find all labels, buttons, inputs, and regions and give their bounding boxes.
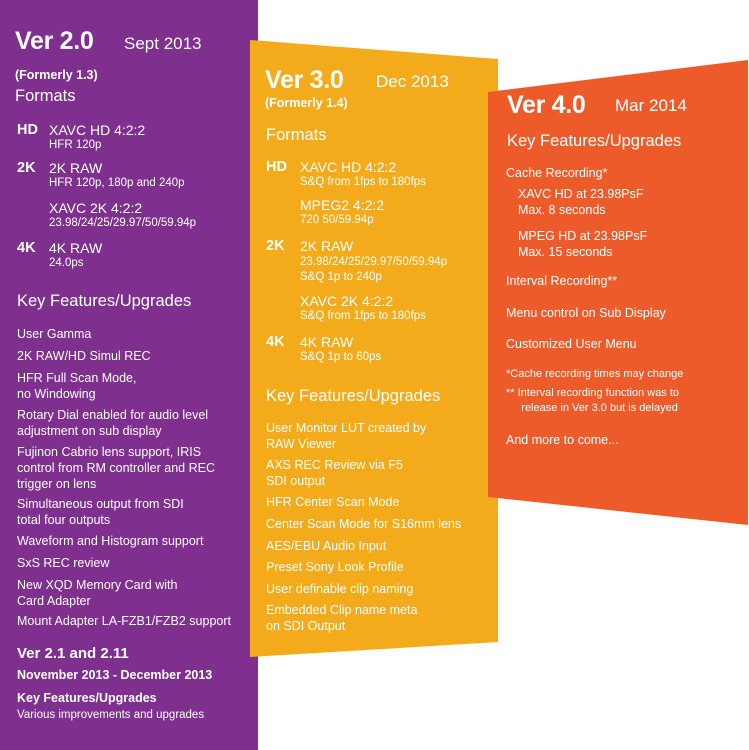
ver4-cache-xavc: XAVC HD at 23.98PsF Max. 8 seconds <box>518 187 644 217</box>
ver4-cache-mpeg: MPEG HD at 23.98PsF Max. 15 seconds <box>518 229 648 259</box>
ver4-note-cache: *Cache recording times may change <box>506 368 684 380</box>
ver3-feature-item: User definable clip naming <box>266 582 414 596</box>
ver2-formats-heading: Formats <box>15 87 76 105</box>
ver4-title: Ver 4.0 <box>507 91 586 119</box>
ver2-feature-item: Fujinon Cabrio lens support, IRIS control from RM controller and REC trigger on lens <box>17 445 215 491</box>
ver2-feature-item: SxS REC review <box>17 556 110 570</box>
ver3-2k-raw-format: 2K RAW <box>300 238 354 254</box>
ver3-feature-item: User Monitor LUT created by RAW Viewer <box>266 421 427 451</box>
ver3-title: Ver 3.0 <box>265 66 344 94</box>
ver4-panel <box>487 0 749 750</box>
ver2-4k-detail: 24.0ps <box>49 257 84 269</box>
ver2-hd-label: HD <box>17 122 38 138</box>
ver3-date: Dec 2013 <box>376 72 449 91</box>
ver3-hd-label: HD <box>266 159 287 175</box>
ver2-feature-item: 2K RAW/HD Simul REC <box>17 349 151 363</box>
ver3-2k-label: 2K <box>266 238 285 254</box>
ver3-feature-item: Preset Sony Look Profile <box>266 560 404 574</box>
ver2-feature-item: Mount Adapter LA-FZB1/FZB2 support <box>17 614 231 628</box>
ver3-hd-xavc-detail: S&Q from 1fps to 180fps <box>300 176 426 188</box>
ver3-hd-mpeg2-format: MPEG2 4:2:2 <box>300 197 385 213</box>
ver3-feature-item: HFR Center Scan Mode <box>266 495 400 509</box>
ver2-2k-label: 2K <box>17 160 36 176</box>
ver3-feature-item: AES/EBU Audio Input <box>266 539 387 553</box>
ver2-feature-item: New XQD Memory Card with Card Adapter <box>17 578 178 608</box>
ver3-2k-xavc-format: XAVC 2K 4:2:2 <box>300 293 394 309</box>
ver2-feature-item: User Gamma <box>17 327 92 341</box>
ver2-feature-item: HFR Full Scan Mode, no Windowing <box>17 371 137 401</box>
ver2-4k-format: 4K RAW <box>49 240 103 256</box>
ver2-feature-item: Rotary Dial enabled for audio level adjustment on sub display <box>17 408 209 438</box>
ver4-interval-recording: Interval Recording** <box>506 274 618 288</box>
ver3-background <box>248 0 500 750</box>
ver2-2k-raw-detail: HFR 120p, 180p and 240p <box>49 177 185 189</box>
ver3-hd-xavc-format: XAVC HD 4:2:2 <box>300 159 397 175</box>
ver2-4k-label: 4K <box>17 240 36 256</box>
ver2-2k-raw-format: 2K RAW <box>49 160 103 176</box>
ver21-description: Various improvements and upgrades <box>17 709 205 721</box>
ver3-4k-detail: S&Q 1p to 60ps <box>300 351 382 363</box>
ver3-formats-heading: Formats <box>266 126 327 144</box>
ver2-key-features-heading: Key Features/Upgrades <box>17 292 192 310</box>
ver3-hd-mpeg2-detail: 720 50/59.94p <box>300 214 374 226</box>
ver3-4k-format: 4K RAW <box>300 334 354 350</box>
ver21-title: Ver 2.1 and 2.11 <box>17 645 129 662</box>
ver2-2k-xavc-detail: 23.98/24/25/29.97/50/59.94p <box>49 217 197 229</box>
ver2-hd-detail: HFR 120p <box>49 139 102 151</box>
ver3-feature-item: Embedded Clip name meta on SDI Output <box>266 603 418 633</box>
ver2-feature-item: Waveform and Histogram support <box>17 534 204 548</box>
ver3-key-features-heading: Key Features/Upgrades <box>266 387 441 405</box>
ver4-menu-sub-display: Menu control on Sub Display <box>506 306 666 320</box>
ver2-panel <box>0 0 260 750</box>
ver21-dates: November 2013 - December 2013 <box>17 668 213 682</box>
ver2-formerly: (Formerly 1.3) <box>15 68 98 82</box>
ver3-2k-xavc-detail: S&Q from 1fps to 180fps <box>300 310 426 322</box>
ver4-key-features-heading: Key Features/Upgrades <box>507 132 682 150</box>
ver3-formerly: (Formerly 1.4) <box>265 96 348 110</box>
ver2-feature-item: Simultaneous output from SDI total four outputs <box>17 497 184 527</box>
ver3-feature-item: Center Scan Mode for S16mm lens <box>266 517 462 531</box>
ver21-key-features: Key Features/Upgrades <box>17 691 157 705</box>
ver2-date: Sept 2013 <box>124 34 202 53</box>
ver3-feature-item: AXS REC Review via F5 SDI output <box>266 458 403 488</box>
ver2-2k-xavc-format: XAVC 2K 4:2:2 <box>49 200 143 216</box>
ver3-2k-raw-detail: 23.98/24/25/29.97/50/59.94p S&Q 1p to 240p <box>300 256 448 283</box>
ver2-title: Ver 2.0 <box>15 27 94 55</box>
ver3-4k-label: 4K <box>266 334 285 350</box>
ver4-cache-recording: Cache Recording* <box>506 166 608 180</box>
ver3-panel <box>248 0 500 750</box>
ver4-date: Mar 2014 <box>615 96 687 115</box>
ver4-note-interval: ** Interval recording function was to release in Ver 3.0 but is delayed <box>506 387 680 414</box>
ver2-hd-format: XAVC HD 4:2:2 <box>49 122 146 138</box>
ver4-more-to-come: And more to come... <box>506 433 619 447</box>
ver4-customized-menu: Customized User Menu <box>506 337 637 351</box>
